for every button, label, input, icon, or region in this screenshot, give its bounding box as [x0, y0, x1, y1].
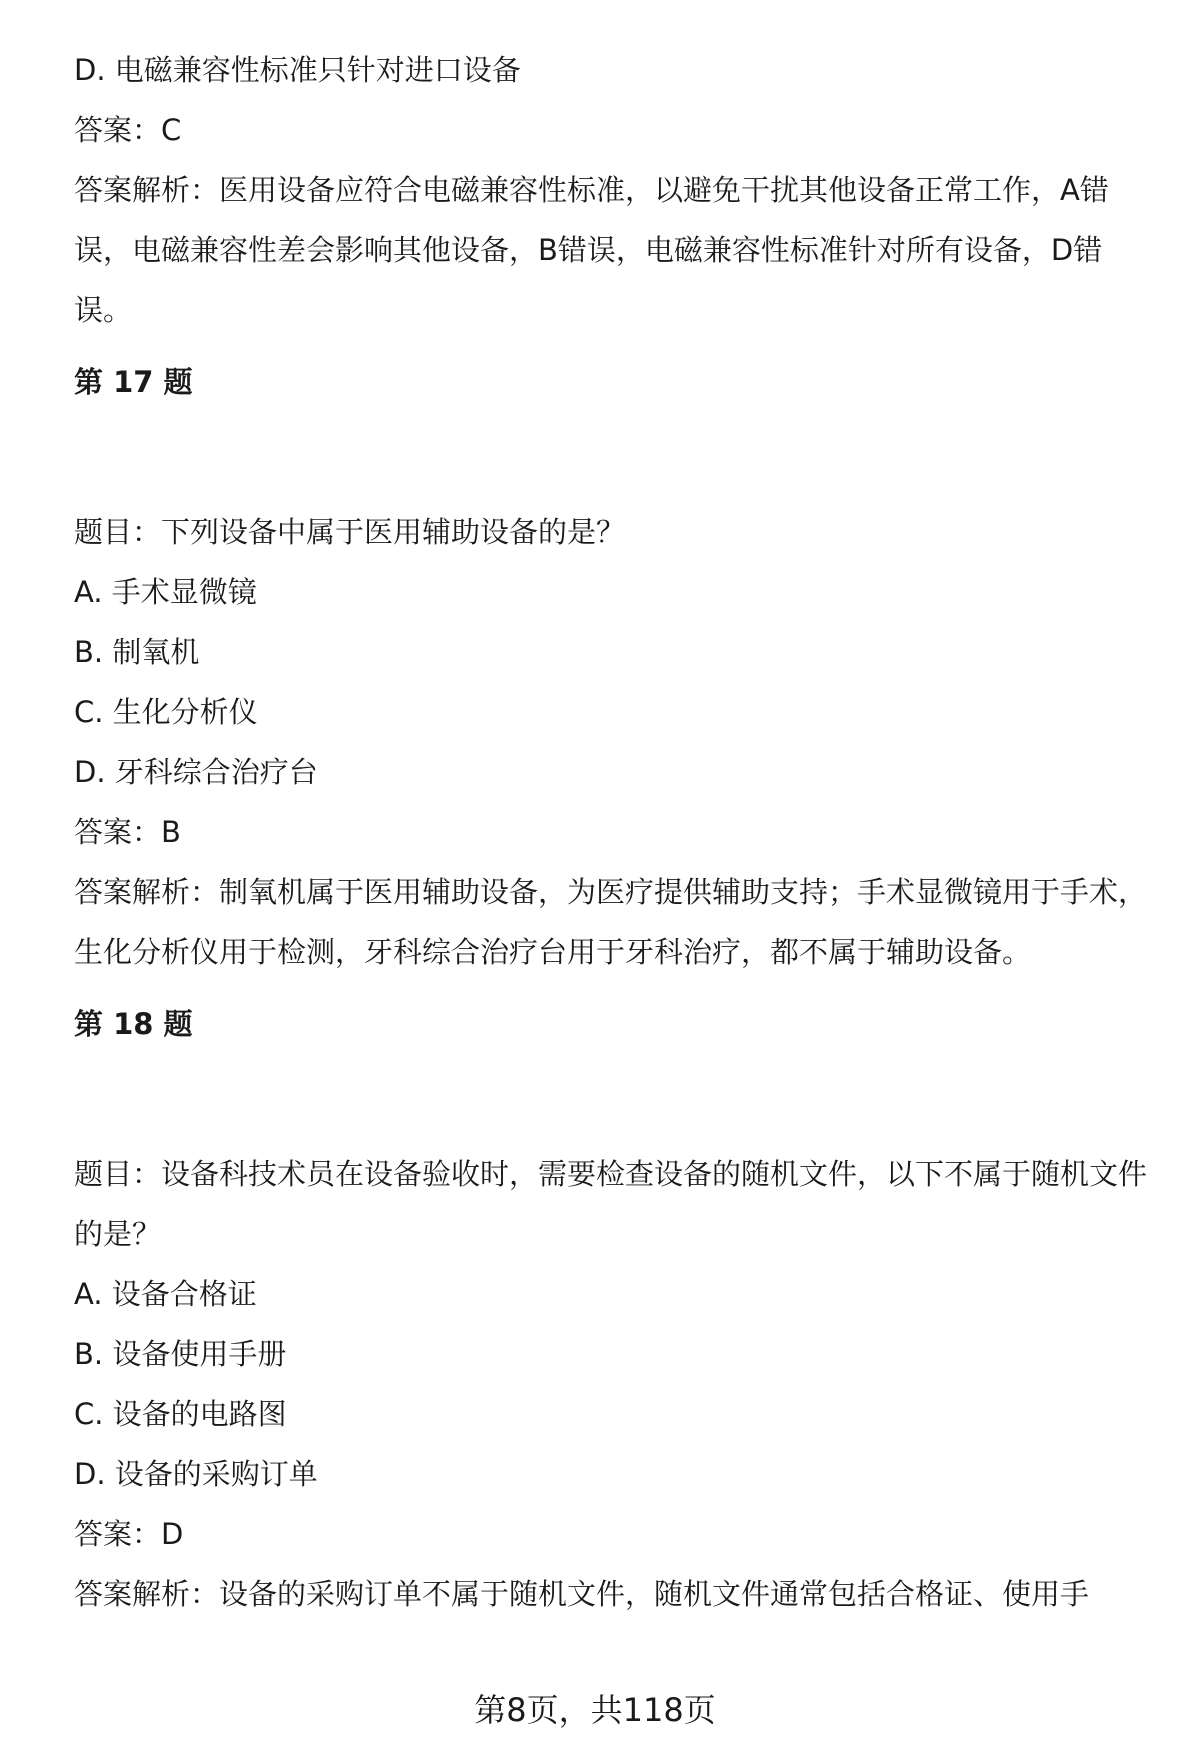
- q17-option-a: A. 手术显微镜: [74, 575, 257, 609]
- q18-question: 题目：设备科技术员在设备验收时，需要检查设备的随机文件，以下不属于随机文件的是？: [74, 1157, 1148, 1251]
- q17-answer: 答案：B: [74, 815, 181, 849]
- q18-option-d: D. 设备的采购订单: [74, 1457, 318, 1491]
- q18-heading: 第 18 题: [74, 1007, 193, 1041]
- q16-explanation: 答案解析：医用设备应符合电磁兼容性标准，以避免干扰其他设备正常工作，A错误，电磁兼容性差会影响其他设备，B错误，电磁兼容性标准针对所有设备，D错误。: [74, 173, 1109, 327]
- q18-explanation: 答案解析：设备的采购订单不属于随机文件，随机文件通常包括合格证、使用手: [74, 1577, 1090, 1611]
- q18-option-a: A. 设备合格证: [74, 1277, 257, 1311]
- q17-option-b: B. 制氧机: [74, 635, 200, 669]
- q17-option-d: D. 牙科综合治疗台: [74, 755, 318, 789]
- page-number-footer: 第8页，共118页: [474, 1691, 716, 1729]
- q16-answer: 答案：C: [74, 113, 182, 147]
- q18-answer: 答案：D: [74, 1517, 184, 1551]
- page-content: [74, 40, 1156, 1624]
- q18-option-b: B. 设备使用手册: [74, 1337, 287, 1371]
- q17-explanation: 答案解析：制氧机属于医用辅助设备，为医疗提供辅助支持；手术显微镜用于手术，生化分析仪用于检测，牙科综合治疗台用于牙科治疗，都不属于辅助设备。: [74, 875, 1148, 969]
- q16-option-d: D. 电磁兼容性标准只针对进口设备: [74, 53, 521, 87]
- q18-option-c: C. 设备的电路图: [74, 1397, 287, 1431]
- q17-question: 题目：下列设备中属于医用辅助设备的是？: [74, 515, 626, 549]
- q17-option-c: C. 生化分析仪: [74, 695, 258, 729]
- q17-heading: 第 17 题: [74, 365, 193, 399]
